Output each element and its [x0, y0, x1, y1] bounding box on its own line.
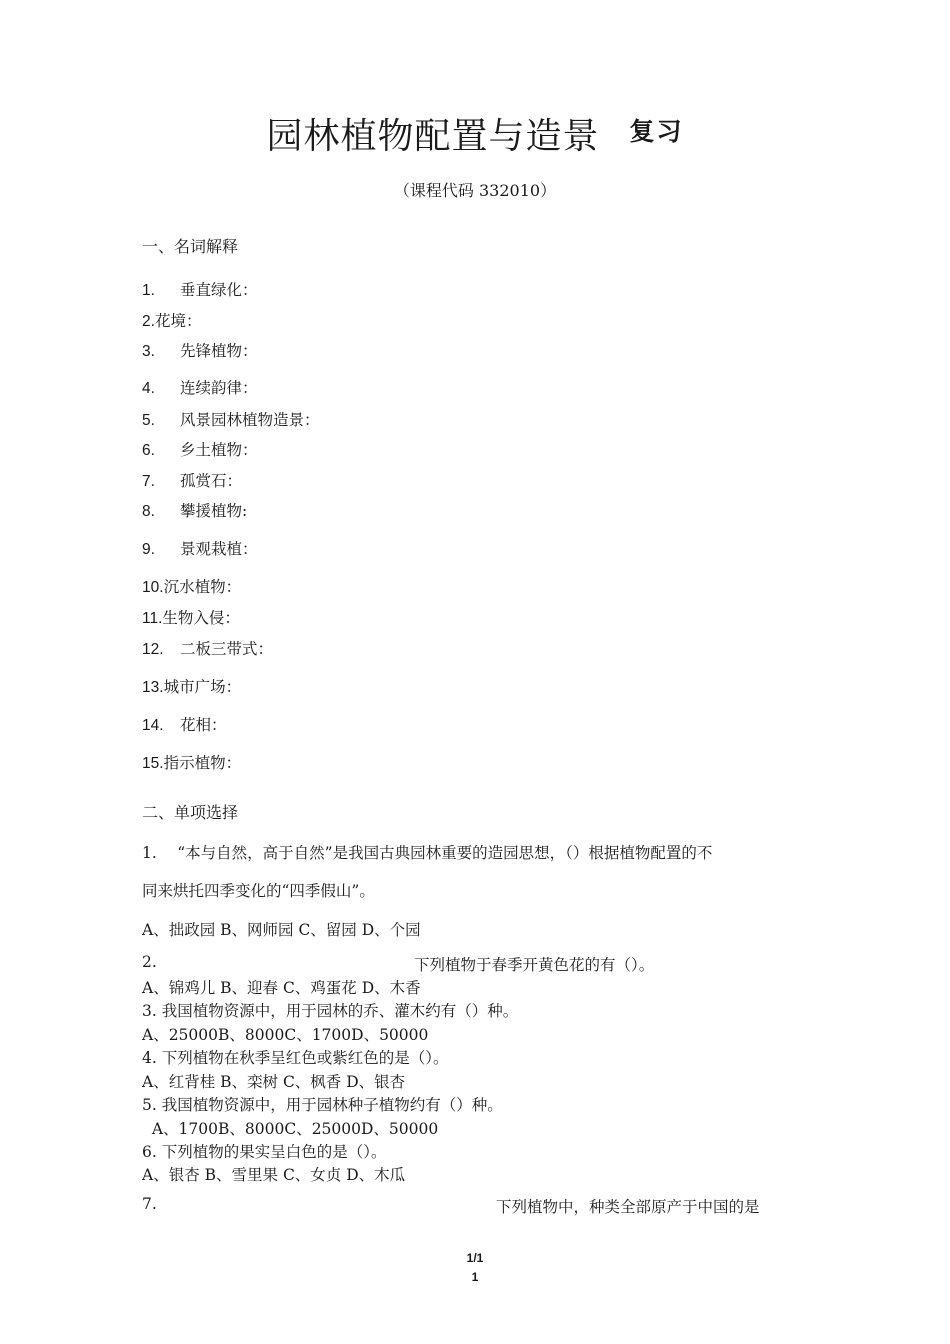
term-item: 13.城市广场： [142, 678, 242, 696]
option-line: A、25000B、8000C、1700D、50000 [142, 1026, 429, 1044]
term-item: 7. 孤赏石： [142, 472, 243, 490]
title-subtitle: 复习 [629, 117, 684, 146]
option-line: A、银杏 B、雪里果 C、女贞 D、木瓜 [142, 1166, 406, 1184]
term-item: 10.沉水植物： [142, 578, 242, 596]
question-line: 下列植物于春季开黄色花的有（）。 [414, 956, 655, 974]
question-number: 7. [142, 1195, 157, 1213]
term-item: 8. 攀援植物: [142, 502, 248, 520]
term-item: 1. 垂直绿化： [142, 281, 258, 299]
option-line: A、锦鸡儿 B、迎春 C、鸡蛋花 D、木香 [142, 979, 421, 997]
document-title [0, 108, 950, 159]
term-item: 4. 连续韵律： [142, 379, 258, 397]
question-line: 4. 下列植物在秋季呈红色或紫红色的是（）。 [142, 1049, 449, 1067]
term-item: 14. 花相： [142, 716, 227, 734]
course-code: （课程代码 332010） [393, 181, 557, 200]
term-item: 15.指示植物： [142, 754, 242, 772]
option-line: A、拙政园 B、网师园 C、留园 D、个园 [142, 921, 421, 939]
term-item: 9. 景观栽植： [142, 540, 258, 558]
page-number: 1/1 [466, 1251, 484, 1265]
question-line: 下列植物中，种类全部原产于中国的是 [496, 1198, 760, 1216]
page-number-continued: 1 [471, 1270, 479, 1284]
question-line: 同来烘托四季变化的“四季假山”。 [142, 882, 375, 900]
option-line: A、1700B、8000C、25000D、50000 [142, 1120, 439, 1138]
term-item: 3. 先锋植物： [142, 342, 258, 360]
term-item: 5. 风景园林植物造景： [142, 411, 320, 429]
question-number: 2. [142, 953, 157, 971]
title-main: 园林植物配置与造景 [266, 116, 600, 157]
term-item: 12. 二板三带式： [142, 640, 274, 658]
question-line: 1. “本与自然，高于自然”是我国古典园林重要的造园思想，（）根据植物配置的不 [142, 844, 713, 862]
term-item: 2.花境： [142, 312, 202, 330]
section-heading-choice: 二、单项选择 [142, 803, 239, 822]
question-line: 6. 下列植物的果实呈白色的是（）。 [142, 1143, 387, 1161]
term-item: 11.生物入侵： [142, 609, 240, 627]
term-item: 6. 乡土植物： [142, 441, 258, 459]
section-heading-terms: 一、名词解释 [142, 237, 239, 256]
question-line: 3. 我国植物资源中，用于园林的乔、灌木约有（）种。 [142, 1002, 519, 1020]
option-line: A、红背桂 B、栾树 C、枫香 D、银杏 [142, 1073, 406, 1091]
question-line: 5. 我国植物资源中，用于园林种子植物约有（）种。 [142, 1096, 503, 1114]
